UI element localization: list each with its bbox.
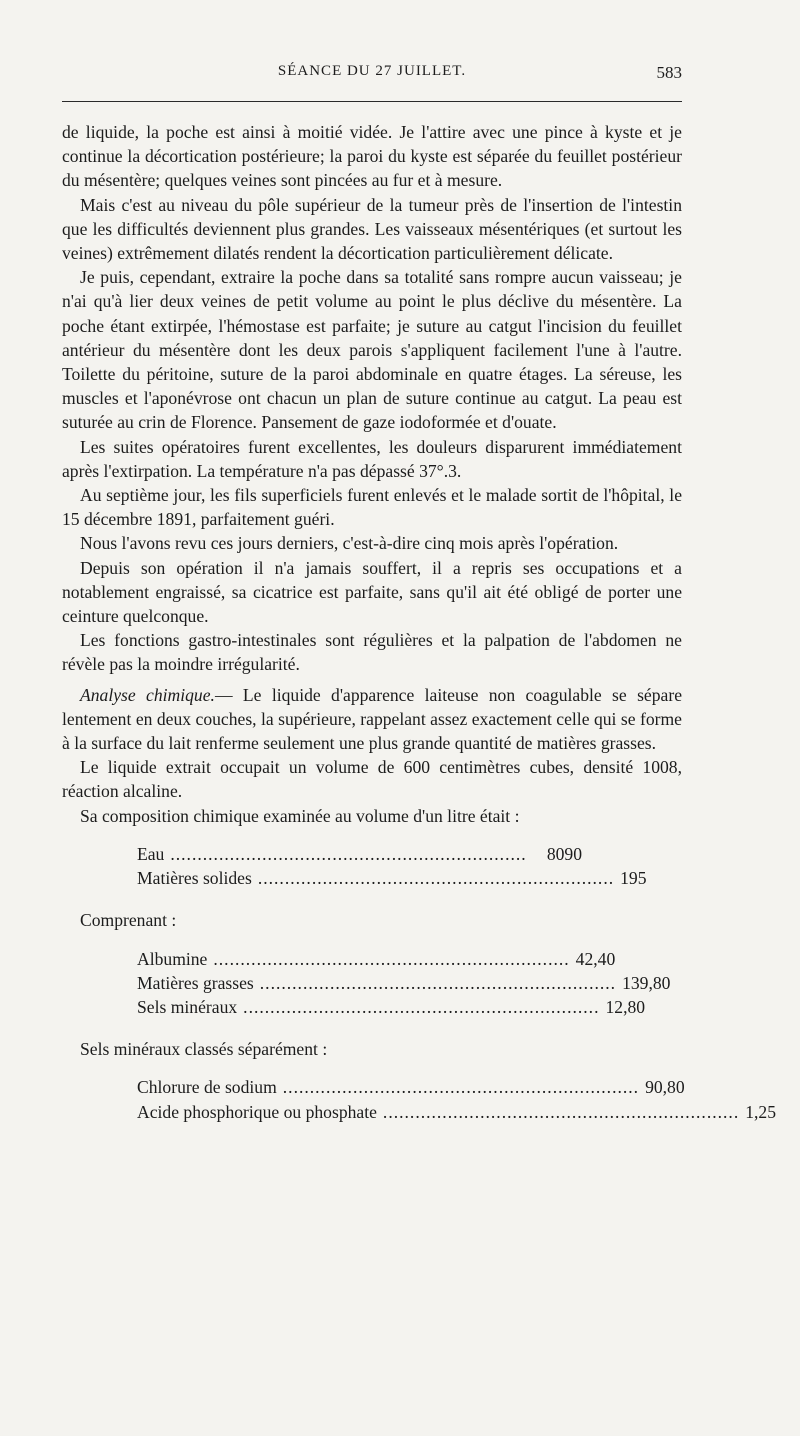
row-value: 12,80 [605, 996, 646, 1017]
leader-dots: .................................................................. [243, 996, 600, 1017]
row-label: Albumine [137, 948, 208, 969]
header-rule [62, 101, 682, 102]
row-value: 42,40 [575, 948, 616, 969]
paragraph: Sa composition chimique examinée au volume d'un litre était : [80, 805, 520, 826]
paragraph: Les suites opératoires furent excellentes, les douleurs disparurent immédiatement après l'extirpation. La température n'a pas dépassé 37°.3. [62, 436, 682, 481]
paragraph: Le liquide extrait occupait un volume de 600 centimètres cubes, densité 1008, réaction alcaline. [62, 757, 682, 802]
composition-table [137, 842, 647, 890]
analysis-paragraph [62, 683, 682, 756]
paragraph: Mais c'est au niveau du pôle supérieur de la tumeur près de l'insertion de l'intestin que les difficultés deviennent plus grandes. Les vaisseaux mésentériques (et surtout les veines) extrêmement dilatés rendent la décortication particulièrement délicate. [62, 194, 682, 264]
table-row [137, 995, 646, 1019]
analysis-heading: Analyse chimique. [80, 684, 215, 705]
paragraph: Au septième jour, les fils superficiels furent enlevés et le malade sortit de l'hôpital, le 15 décembre 1891, parfaitement guéri. [62, 485, 682, 530]
table-row [137, 1075, 685, 1099]
paragraph: de liquide, la poche est ainsi à moitié vidée. Je l'attire avec une pince à kyste et je continue la décortication postérieure; la paroi du kyste est séparée du feuillet postérieur du mésentère; quelques veines sont pincées au fur et à mesure. [62, 122, 682, 191]
row-value: 1,25 [745, 1101, 777, 1122]
row-label: Matières grasses [137, 972, 254, 993]
salts-table [137, 1075, 777, 1123]
analysis-text: — Le liquide d'apparence laiteuse non coagulable se sépare lentement en deux couches, la supérieure, rappelant assez exactement celle qui se forme à la surface du lait renferme seulement une plus grande quantité de matières grasses. [62, 684, 683, 754]
paragraph: Nous l'avons revu ces jours derniers, c'est-à-dire cinq mois après l'opération. [80, 533, 619, 554]
running-title: SÉANCE DU 27 JUILLET. [277, 63, 467, 79]
paragraph: Les fonctions gastro-intestinales sont régulières et la palpation de l'abdomen ne révèle pas la moindre irrégularité. [62, 630, 682, 675]
leader-dots: .................................................................. [382, 1101, 740, 1122]
row-value: 8090 [546, 843, 582, 864]
sels-label: Sels minéraux classés séparément : [80, 1039, 328, 1060]
table-row [137, 1100, 777, 1124]
paragraph: Depuis son opération il n'a jamais souffert, il a repris ses occupations et a notablement engraissé, sa cicatrice est parfaite, sans qu'il ait été obligé de porter une ceinture quelconque. [62, 557, 682, 627]
row-label: Sels minéraux [137, 996, 238, 1017]
row-label: Chlorure de sodium [137, 1077, 277, 1098]
page-number: 583 [656, 63, 682, 82]
row-label: Matières solides [137, 868, 252, 889]
page-header [62, 63, 682, 93]
leader-dots: .................................................................. [259, 972, 617, 993]
row-label: Eau [137, 843, 165, 864]
comprenant-label: Comprenant : [80, 910, 177, 931]
table-row [137, 947, 616, 971]
row-value: 195 [620, 868, 647, 889]
leader-dots: .................................................................. [213, 948, 570, 969]
table-row [137, 971, 671, 995]
row-label: Acide phosphorique ou phosphate [137, 1101, 377, 1122]
leader-dots: .................................................................. [257, 868, 615, 889]
row-value: 139,80 [622, 972, 671, 993]
leader-dots: .................................................................. [282, 1077, 640, 1098]
leader-dots: .................................................................. [170, 843, 527, 864]
table-row [137, 866, 647, 890]
row-value: 90,80 [645, 1077, 685, 1098]
solids-table [137, 947, 671, 1020]
table-row [137, 842, 582, 866]
paragraph: Je puis, cependant, extraire la poche dans sa totalité sans rompre aucun vaisseau; je n'ai qu'à lier deux veines de petit volume au point le plus déclive du mésentère. La poche étant extirpée, l'hémostase est parfaite; je suture au catgut l'incision du feuillet antérieur du mésentère dont les deux parois s'appliquent facilement l'une à l'autre. Toilette du péritoine, suture de la paroi abdominale en quatre étages. La séreuse, les muscles et l'aponévrose ont chacun un plan de suture continue au catgut. La peau est suturée au crin de Florence. Pansement de gaze iodoformée et d'ouate. [62, 267, 682, 433]
body-text [62, 120, 777, 1124]
